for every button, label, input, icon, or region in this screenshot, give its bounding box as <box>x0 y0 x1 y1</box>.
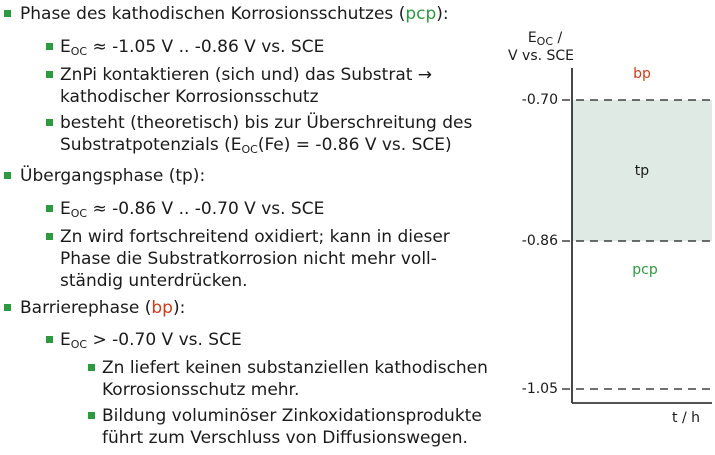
bp-bildung-line2: führt zum Verschluss von Diffusionswegen. <box>102 428 468 448</box>
tick-label-070: -0.70 <box>521 92 558 108</box>
region-label-tp: tp <box>634 163 650 179</box>
tick-label-105: -1.05 <box>521 381 558 397</box>
bp-abbr: bp <box>151 298 173 318</box>
eoc-subscript: OC <box>70 45 88 58</box>
bp-zn-line1: Zn liefert keinen substanziellen kathodischen <box>102 358 488 378</box>
pcp-title-text: Phase des kathodischen Korrosionsschutzes ( <box>20 4 406 24</box>
yaxis-subscript: OC <box>536 35 554 48</box>
tp-zn-line3: ständig unterdrücken. <box>60 271 248 291</box>
eoc-subscript: OC <box>70 207 88 220</box>
pcp-znpi-line1: ZnPi kontaktieren (sich und) das Substrat → <box>60 65 433 85</box>
tick-label-086: -0.86 <box>521 233 558 249</box>
bp-bildung-line1: Bildung voluminöser Zinkoxidationsprodukte <box>102 406 482 426</box>
tp-zn-line2: Phase die Substratkorrosion nicht mehr voll- <box>60 249 437 269</box>
eoc-subscript: OC <box>241 143 258 156</box>
pcp-title-end: ): <box>436 4 449 24</box>
besteht-text: Substratpotenzials (E <box>60 135 242 155</box>
eoc-value: > -0.70 V vs. SCE <box>87 330 242 350</box>
eoc-subscript: OC <box>70 338 88 351</box>
eoc-symbol: E <box>60 330 71 350</box>
pcp-besteht-line1: besteht (theoretisch) bis zur Überschreitung des <box>60 113 473 133</box>
eoc-symbol: E <box>60 199 71 219</box>
pcp-abbr: pcp <box>405 4 437 24</box>
eoc-value: ≈ -1.05 V .. -0.86 V vs. SCE <box>87 37 325 57</box>
besteht-text-end: (Fe) = -0.86 V vs. SCE) <box>257 135 452 155</box>
tp-title: Übergangsphase (tp): <box>20 166 206 186</box>
pcp-znpi-line2: kathodischer Korrosionsschutz <box>60 87 319 107</box>
tp-zn-line1: Zn wird fortschreitend oxidiert; kann in dieser <box>60 227 450 247</box>
region-label-pcp: pcp <box>632 262 658 278</box>
eoc-value: ≈ -0.86 V .. -0.70 V vs. SCE <box>87 199 325 219</box>
xaxis-label: t / h <box>672 410 700 426</box>
bp-zn-line2: Korrosionsschutz mehr. <box>102 380 300 400</box>
region-label-bp: bp <box>633 66 651 82</box>
yaxis-label-line2: V vs. SCE <box>508 48 575 64</box>
bp-title-end: ): <box>172 298 186 318</box>
bp-title-text: Barrierephase ( <box>20 298 152 318</box>
yaxis-symbol: E <box>527 30 537 46</box>
eoc-symbol: E <box>60 37 71 57</box>
yaxis-slash: / <box>553 30 563 46</box>
